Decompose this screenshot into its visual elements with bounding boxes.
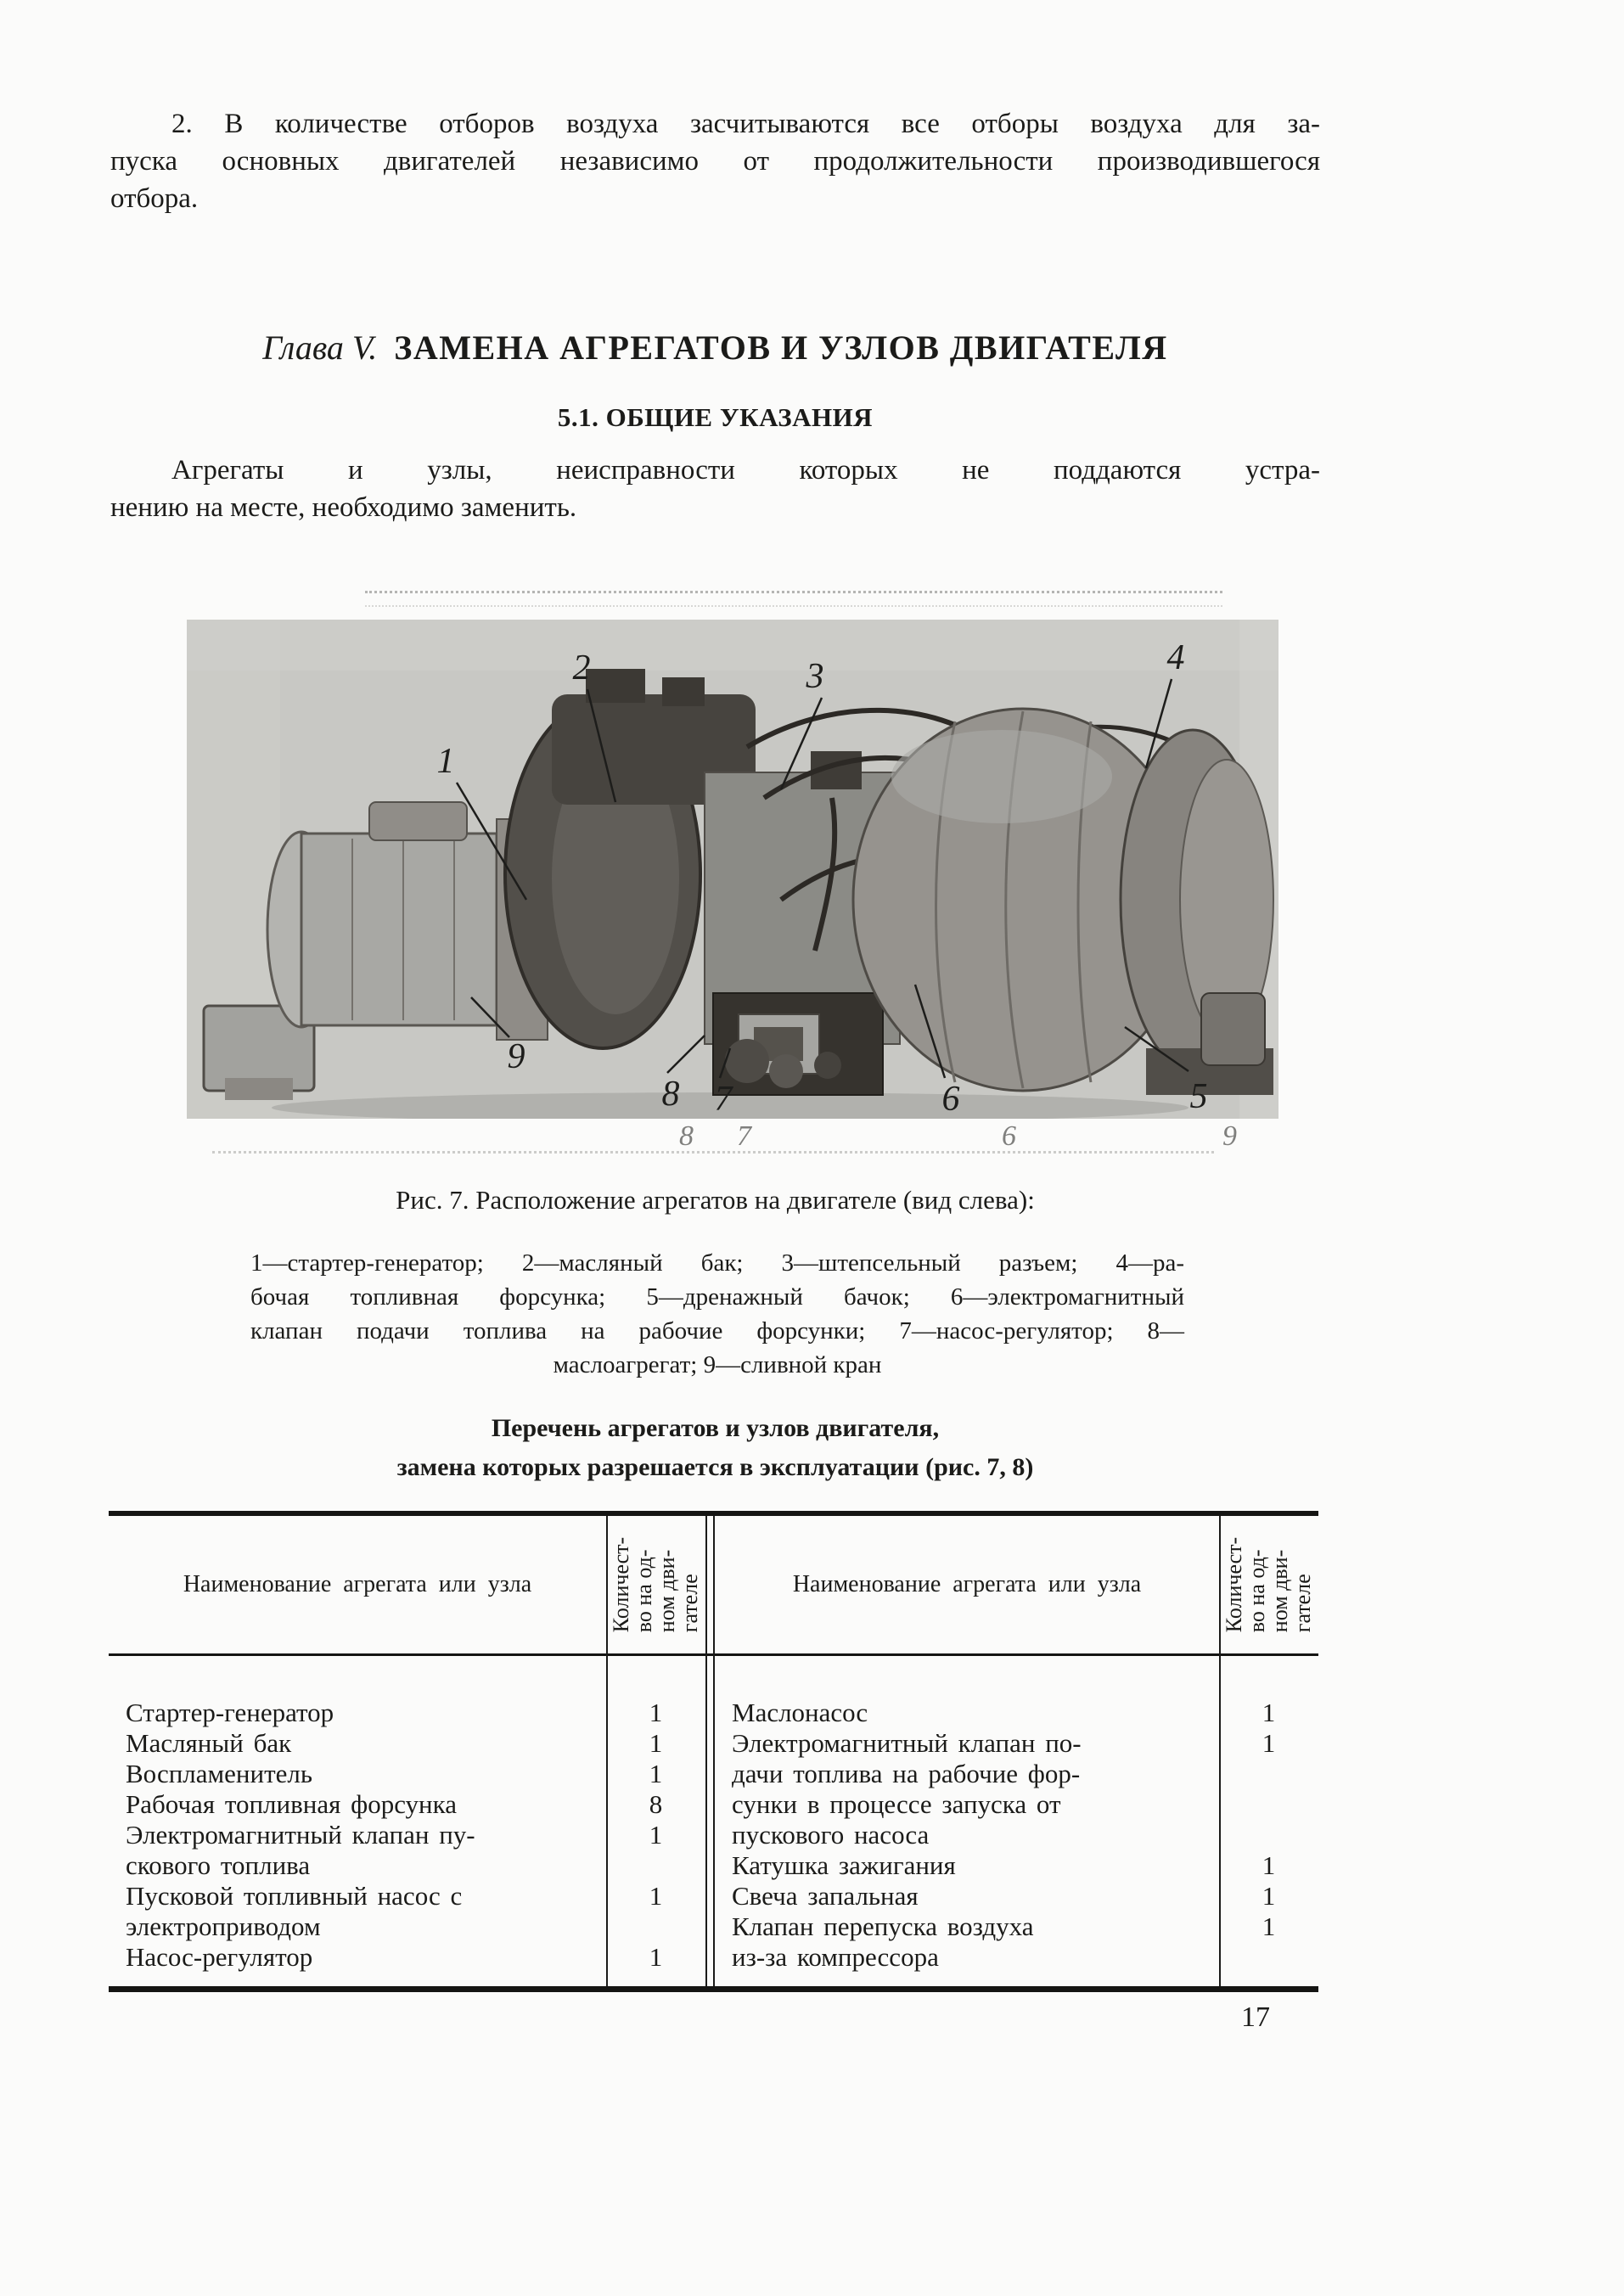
qty-header-line: Количест- [1222,1536,1247,1633]
legend-line: бочая топливная форсунка; 5—дренажный бачок; 6—электромагнитный [250,1283,1184,1311]
page-number: 17 [1241,2001,1270,2033]
unit-quantity: 1 [1262,1850,1276,1880]
unit-name-line: дачи топлива на рабочие фор- [732,1759,1081,1788]
table-row [715,1698,1318,1728]
unit-name-line: Свеча запальная [732,1881,919,1911]
table-row [109,1698,707,1728]
paragraph-line: Агрегаты и узлы, неисправности которых не поддаются устра- [171,455,1320,486]
chapter-heading [110,328,1320,368]
table-rule-bottom [109,1986,1318,1992]
unit-quantity: 1 [1262,1881,1276,1911]
figure-callout-2: 2 [572,648,591,688]
figure-callout-9: 9 [507,1037,525,1076]
ghost-number: 6 [1002,1120,1016,1152]
figure-callout-8: 8 [661,1075,680,1114]
unit-name-line: Рабочая топливная форсунка [126,1789,457,1819]
table-row [109,1728,707,1759]
rotated-qty-header [1222,1537,1314,1632]
unit-name-line: Катушка зажигания [732,1850,956,1880]
figure-callout-3: 3 [806,657,824,696]
table-row [715,1728,1318,1850]
unit-name-line: Насос-регулятор [126,1942,313,1972]
scan-noise-band [212,1151,1214,1157]
general-paragraph [110,452,1320,526]
figure-legend [250,1246,1184,1382]
unit-name-line: Пусковой топливный насос с [126,1881,463,1911]
table-row [109,1789,707,1820]
table-body-right [715,1698,1318,1973]
table-title [110,1409,1320,1487]
paragraph-line: отбора. [110,183,199,214]
ghost-number: 9 [1222,1120,1237,1152]
unit-name-line: скового топлива [126,1850,311,1880]
intro-paragraph [110,105,1320,217]
qty-header-line: гателе [677,1574,703,1633]
ghost-number: 7 [737,1120,751,1152]
unit-quantity: 1 [649,1698,663,1727]
table-row [109,1820,707,1881]
replaceable-units-table [109,1511,1318,1992]
table-row [715,1881,1318,1911]
qty-header-line: во на од- [1245,1549,1270,1633]
unit-quantity: 1 [649,1881,663,1911]
figure-callout-5: 5 [1189,1077,1208,1116]
qty-header-line: ном дви- [1267,1549,1293,1633]
unit-name-line: электроприводом [126,1911,321,1941]
figure-callout-6: 6 [941,1080,960,1119]
column-header-name-left: Наименование агрегата или узла [183,1571,532,1597]
column-header-qty-left [606,1516,705,1653]
qty-header-line: ном дви- [655,1549,680,1633]
column-header-name-right: Наименование агрегата или узла [792,1571,1142,1597]
rotated-qty-header [610,1537,701,1632]
figure-callout-4: 4 [1166,638,1185,677]
figure-callout-7: 7 [714,1080,733,1119]
legend-line: 1—стартер-генератор; 2—масляный бак; 3—штепсельный разъем; 4—ра- [250,1249,1184,1277]
unit-quantity: 8 [649,1789,663,1819]
column-header-qty-right [1219,1516,1318,1653]
unit-name-line: Масляный бак [126,1728,292,1758]
chapter-label: Глава V. [262,328,378,367]
unit-name-line: сунки в процессе запуска от [732,1789,1061,1819]
unit-name-line: Воспламенитель [126,1759,312,1788]
ghost-number: 8 [679,1120,694,1152]
section-heading: 5.1. ОБЩИЕ УКАЗАНИЯ [557,402,874,432]
unit-quantity: 1 [1262,1911,1276,1941]
legend-line: клапан подачи топлива на рабочие форсунки; 7—насос-регулятор; 8— [250,1317,1184,1344]
unit-quantity: 1 [649,1820,663,1850]
unit-quantity: 1 [649,1728,663,1758]
engine-illustration [187,620,1278,1119]
table-row [109,1759,707,1789]
paragraph-line: пуска основных двигателей независимо от продолжительности производившегося [110,146,1320,177]
unit-name-line: Стартер-генератор [126,1698,334,1727]
unit-name-line: Маслонасос [732,1698,868,1727]
table-row [715,1850,1318,1881]
table-row [715,1911,1318,1973]
unit-name-line: Клапан перепуска воздуха [732,1911,1034,1941]
unit-name-line: Электромагнитный клапан по- [732,1728,1082,1758]
table-row [109,1881,707,1942]
unit-name-line: Электромагнитный клапан пу- [126,1820,475,1850]
table-title-line: замена которых разрешается в эксплуатации (рис. 7, 8) [396,1453,1034,1481]
unit-quantity: 1 [1262,1728,1276,1758]
legend-line: маслоагрегат; 9—сливной кран [553,1351,882,1378]
table-body-left [109,1698,707,1973]
table-title-line: Перечень агрегатов и узлов двигателя, [491,1414,940,1442]
table-row [109,1942,707,1973]
qty-header-line: во на од- [632,1549,657,1633]
unit-name-line: пускового насоса [732,1820,930,1850]
unit-quantity: 1 [1262,1698,1276,1727]
qty-header-line: Количест- [609,1536,634,1633]
unit-quantity: 1 [649,1759,663,1788]
figure-callout-1: 1 [436,742,455,781]
figure-caption: Рис. 7. Расположение агрегатов на двигателе (вид слева): [396,1185,1035,1215]
paragraph-line: 2. В количестве отборов воздуха засчитываются все отборы воздуха для за- [171,109,1320,139]
paragraph-line: нению на месте, необходимо заменить. [110,492,577,523]
figure-photo-engine [187,620,1278,1119]
qty-header-line: гателе [1290,1574,1316,1633]
unit-name-line: из-за компрессора [732,1942,939,1972]
chapter-title: ЗАМЕНА АГРЕГАТОВ И УЗЛОВ ДВИГАТЕЛЯ [394,328,1168,367]
unit-quantity: 1 [649,1942,663,1972]
scan-noise-band [365,591,1222,607]
